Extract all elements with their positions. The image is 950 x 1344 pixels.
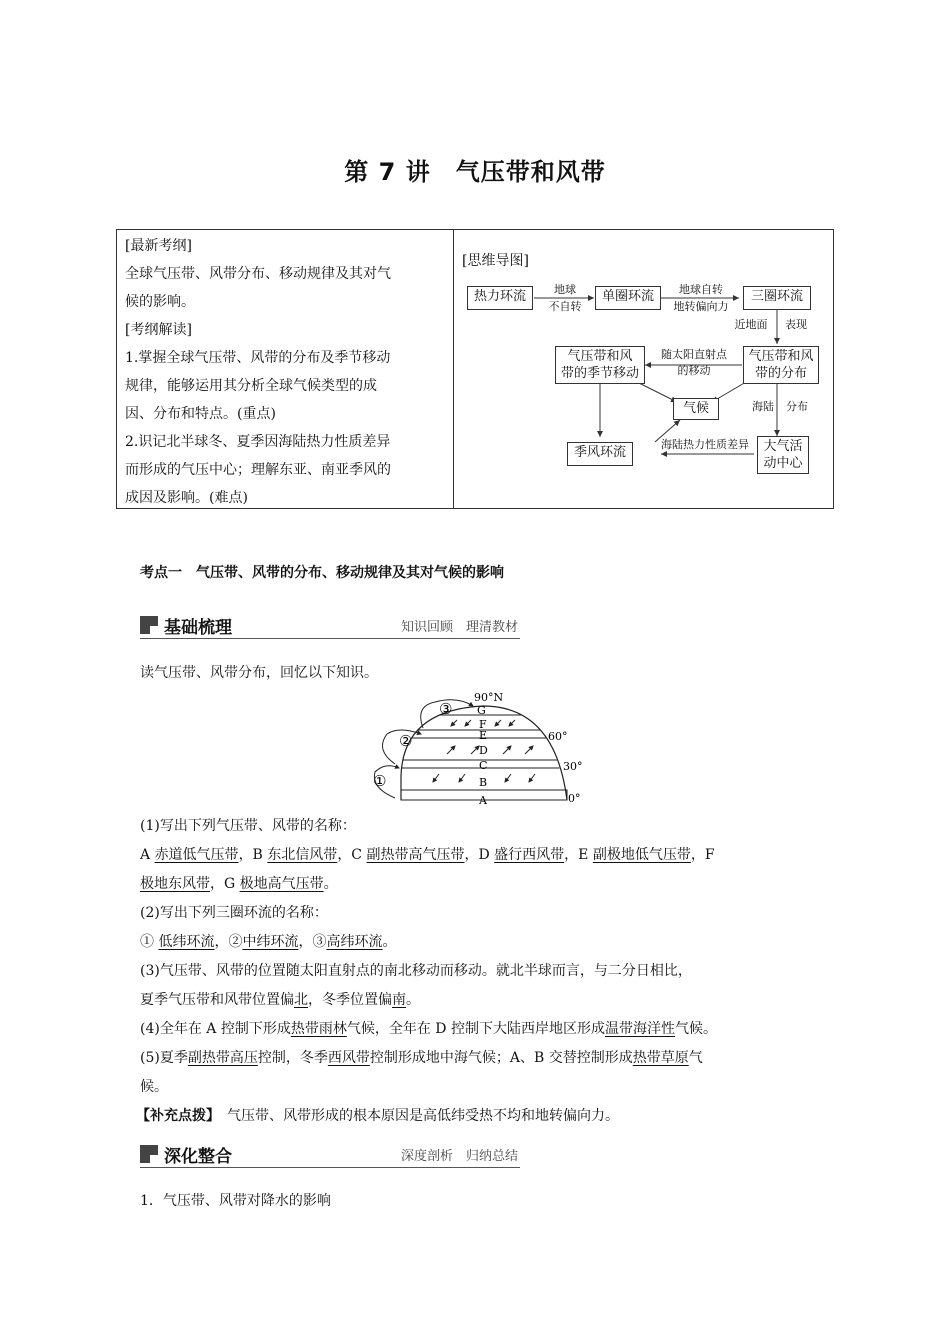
answer: 高纬环流 xyxy=(326,934,383,950)
bar-icon-cut xyxy=(150,1155,158,1163)
text: 。 xyxy=(323,876,338,892)
label-0: 0° xyxy=(568,792,581,805)
text: ，F xyxy=(690,847,715,863)
node-climate: 气候 xyxy=(673,398,719,420)
label-f: F xyxy=(479,718,487,731)
q5-line1 xyxy=(140,1044,820,1073)
syllabus-line: 候的影响。 xyxy=(125,294,195,310)
text: 气 xyxy=(688,1050,703,1066)
node-line: 气压带和风 xyxy=(748,349,814,364)
interpretation-line: 而形成的气压中心；理解东亚、南亚季风的 xyxy=(125,462,391,478)
node-action-center xyxy=(757,436,809,474)
text: ，C xyxy=(337,847,367,863)
node-single-cell: 单圈环流 xyxy=(595,286,661,310)
answer: 赤道低气压带 xyxy=(154,847,239,863)
edge-label: 不自转 xyxy=(548,300,582,313)
edge-label: 随太阳直射点 xyxy=(661,348,727,361)
node-three-cell: 三圈环流 xyxy=(743,286,811,310)
answer: 盛行西风带 xyxy=(494,847,565,863)
label-e: E xyxy=(479,729,488,742)
text: ，E xyxy=(564,847,593,863)
section-bar-deep xyxy=(140,1140,520,1168)
supplement-text: 气压带、风带形成的根本原因是高低纬受热不均和地转偏向力。 xyxy=(213,1108,619,1124)
section-title: 考点一 气压带、风带的分布、移动规律及其对气候的影响 xyxy=(140,565,504,581)
node-monsoon: 季风环流 xyxy=(567,442,633,466)
text: (5)夏季 xyxy=(140,1050,188,1066)
text: ，G xyxy=(210,876,240,892)
answer: 北 xyxy=(294,992,308,1008)
q5-line2: 候。 xyxy=(140,1079,168,1095)
text: A xyxy=(140,847,155,863)
syllabus-line: 全球气压带、风带分布、移动规律及其对气 xyxy=(125,266,391,282)
item-1: 1．气压带、风带对降水的影响 xyxy=(140,1193,331,1209)
interpretation-line: 规律，能够运用其分析全球气候类型的成 xyxy=(125,378,377,394)
node-distribution xyxy=(743,346,819,384)
answer: 南 xyxy=(392,992,406,1008)
text: ，B xyxy=(238,847,268,863)
text: ，② xyxy=(214,934,243,950)
text: 气候，全年在 D 控制下大陆西岸地区形成 xyxy=(346,1021,605,1037)
edge-label: 海陆 xyxy=(752,400,774,413)
text: ，冬季位置偏 xyxy=(308,992,392,1008)
interpretation-heading: [考纲解读] xyxy=(125,322,192,338)
intro-text: 读气压带、风带分布，回忆以下知识。 xyxy=(140,665,378,681)
answer: 中纬环流 xyxy=(242,934,299,950)
label-30: 30° xyxy=(563,760,583,773)
bar-subtitle: 知识回顾 理清教材 xyxy=(400,620,518,635)
section-bar-basics xyxy=(140,611,520,639)
edge-label: 表现 xyxy=(785,318,807,331)
outline-box xyxy=(116,229,834,509)
bar-rule xyxy=(140,1167,520,1168)
label-b: B xyxy=(479,776,488,789)
answer: 极地高气压带 xyxy=(239,876,324,892)
answer: 东北信风带 xyxy=(267,847,338,863)
node-thermal-circulation: 热力环流 xyxy=(467,286,533,310)
question-1 xyxy=(136,812,820,1131)
answer: 低纬环流 xyxy=(158,934,215,950)
q4-line xyxy=(140,1015,820,1044)
edge-label: 海陆热力性质差异 xyxy=(661,438,749,451)
supplement-note xyxy=(136,1102,820,1131)
answer: 温带海洋性 xyxy=(604,1021,675,1037)
label-high-cell: ③ xyxy=(439,700,453,718)
label-a: A xyxy=(479,794,487,807)
pressure-belt-diagram xyxy=(365,688,595,808)
answer: 热带雨林 xyxy=(290,1021,347,1037)
text: (4)全年在 A 控制下形成 xyxy=(140,1021,291,1037)
q3-line2 xyxy=(140,986,820,1015)
label-90n: 90°N xyxy=(474,691,504,704)
answer: 副极地低气压带 xyxy=(592,847,691,863)
label-g: G xyxy=(477,704,486,717)
interpretation-line: 成因及影响。(难点) xyxy=(125,490,248,506)
node-line: 带的分布 xyxy=(754,366,807,381)
answer: 热带草原 xyxy=(632,1050,689,1066)
answer: 副热带高压 xyxy=(187,1050,258,1066)
text: 。 xyxy=(406,992,420,1008)
text: 气候。 xyxy=(674,1021,717,1037)
node-line: 动中心 xyxy=(763,456,803,471)
interpretation-line: 因、分布和特点。(重点) xyxy=(125,406,276,422)
bar-name: 深化整合 xyxy=(164,1147,232,1167)
bar-icon-cut xyxy=(150,626,158,634)
edge-label: 地球自转 xyxy=(679,283,723,296)
edge-label: 地球 xyxy=(554,283,576,296)
bar-name: 基础梳理 xyxy=(164,618,232,638)
text: ① xyxy=(140,934,159,950)
text: ，D xyxy=(464,847,495,863)
label-low-cell: ① xyxy=(373,772,387,790)
label-60: 60° xyxy=(548,730,568,743)
text: 控制形成地中海气候；A、B 交替控制形成 xyxy=(369,1050,633,1066)
node-line: 大气活 xyxy=(763,439,803,454)
q3-line1: (3)气压带、风带的位置随太阳直射点的南北移动而移动。就北半球而言，与二分日相比， xyxy=(140,963,692,979)
mindmap-title: [思维导图] xyxy=(462,253,529,269)
interpretation-line: 2.识记北半球冬、夏季因海陆热力性质差异 xyxy=(125,434,391,450)
text: 控制，冬季 xyxy=(257,1050,328,1066)
label-mid-cell: ② xyxy=(399,732,413,750)
q1-line2 xyxy=(140,870,820,899)
answer: 副热带高气压带 xyxy=(366,847,465,863)
edge-label: 近地面 xyxy=(734,318,768,331)
text: 。 xyxy=(382,934,397,950)
text: 夏季气压带和风带位置偏 xyxy=(140,992,294,1008)
q2-line xyxy=(140,928,820,957)
node-line: 气压带和风 xyxy=(567,349,633,364)
label-d: D xyxy=(479,744,488,757)
syllabus-heading: [最新考纲] xyxy=(125,238,192,254)
label-c: C xyxy=(479,759,488,772)
q1-lead: (1)写出下列气压带、风带的名称： xyxy=(140,818,356,834)
node-seasonal-shift xyxy=(555,346,645,384)
node-line: 带的季节移动 xyxy=(560,366,639,381)
answer: 西风带 xyxy=(327,1050,370,1066)
edge-label: 的移动 xyxy=(677,364,711,377)
bar-rule xyxy=(140,638,520,639)
bar-subtitle: 深度剖析 归纳总结 xyxy=(400,1149,518,1164)
interpretation-line: 1.掌握全球气压带、风带的分布及季节移动 xyxy=(125,350,391,366)
q2-lead: (2)写出下列三圈环流的名称： xyxy=(140,905,328,921)
edge-label: 分布 xyxy=(786,400,808,413)
text: ，③ xyxy=(298,934,327,950)
edge-label: 地转偏向力 xyxy=(673,300,729,313)
q1-line1 xyxy=(140,841,820,870)
page-title: 第 7 讲 气压带和风带 xyxy=(344,158,606,186)
answer: 极地东风带 xyxy=(140,876,210,892)
supplement-label: 【补充点拨】 xyxy=(136,1108,213,1124)
